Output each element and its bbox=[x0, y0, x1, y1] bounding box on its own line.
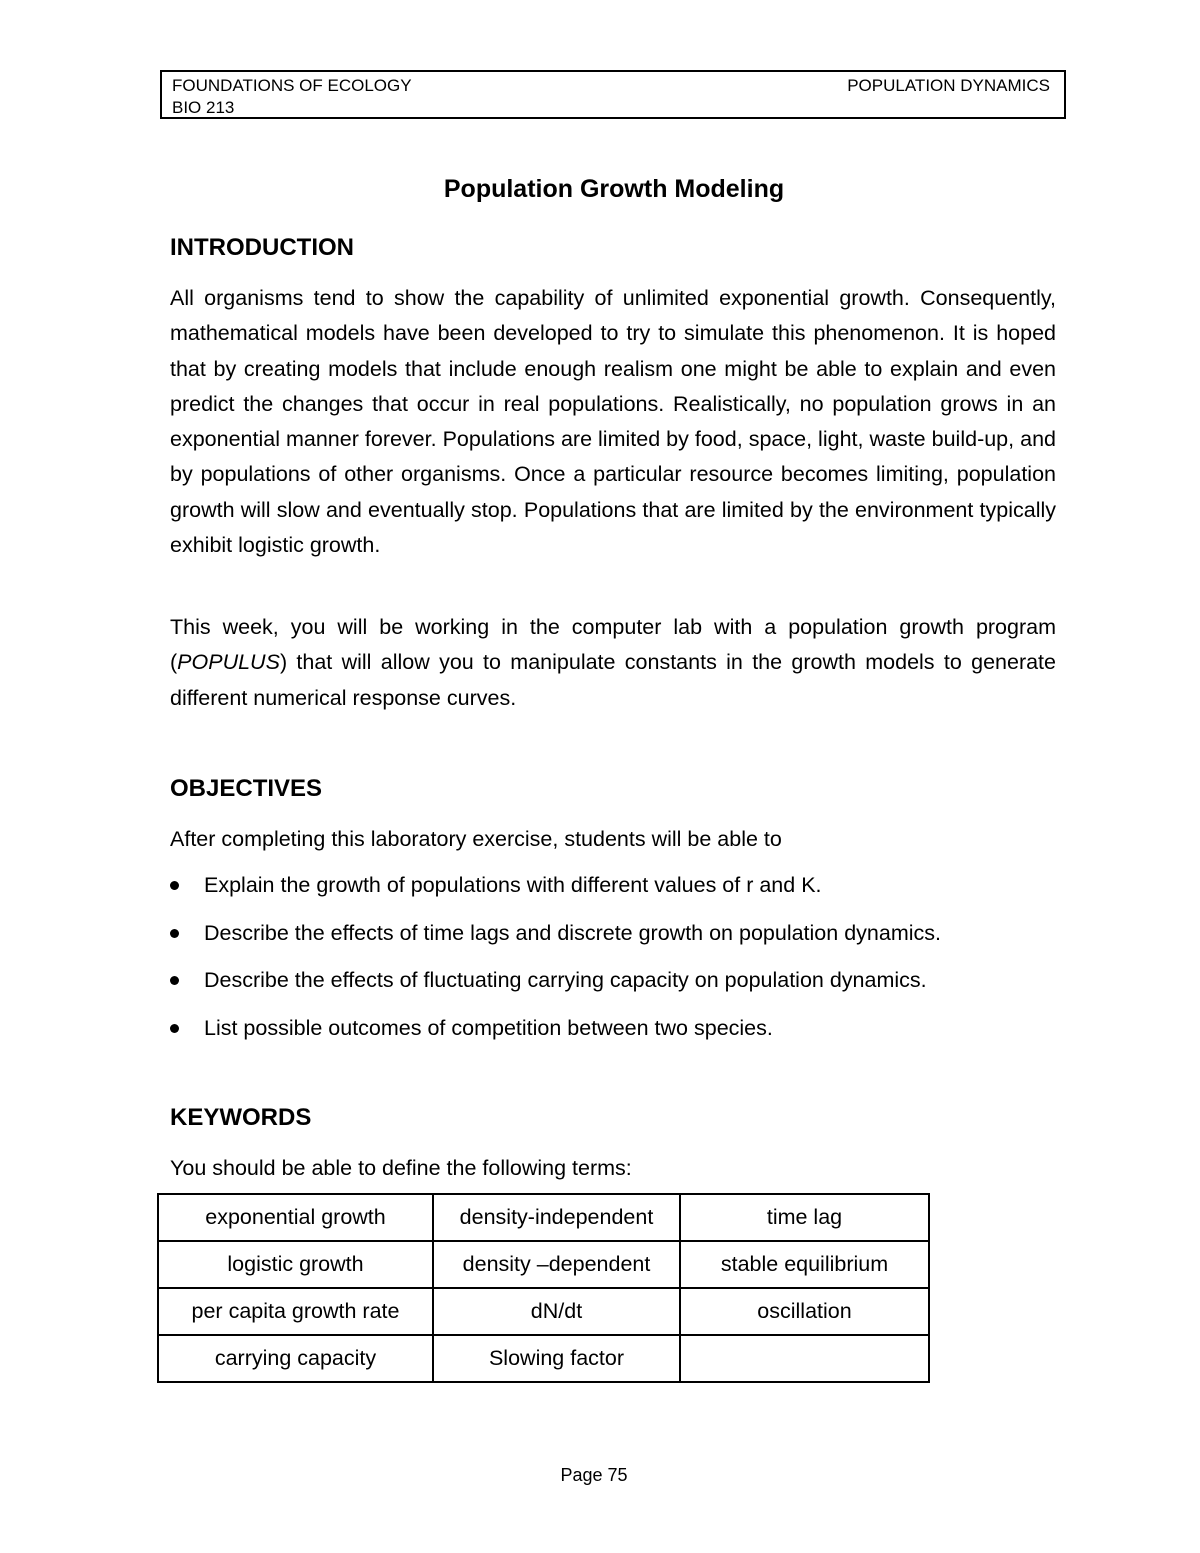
table-cell: Slowing factor bbox=[433, 1335, 680, 1382]
bullet-icon bbox=[170, 881, 179, 890]
table-cell: density –dependent bbox=[433, 1241, 680, 1288]
table-cell: logistic growth bbox=[158, 1241, 433, 1288]
course-title: FOUNDATIONS OF ECOLOGY bbox=[172, 76, 412, 95]
paragraph-2-text-start: This week, you will be working in the computer lab with a population growth program ( bbox=[170, 615, 1056, 675]
bullet-icon bbox=[170, 929, 179, 938]
unit-title: POPULATION DYNAMICS bbox=[847, 76, 1050, 95]
introduction-heading: INTRODUCTION bbox=[170, 234, 354, 261]
objective-text: List possible outcomes of competition between two species. bbox=[204, 1015, 773, 1040]
table-cell: carrying capacity bbox=[158, 1335, 433, 1382]
table-row bbox=[158, 1241, 929, 1288]
table-cell: stable equilibrium bbox=[680, 1241, 929, 1288]
table-cell: dN/dt bbox=[433, 1288, 680, 1335]
objectives-intro: After completing this laboratory exercise, students will be able to bbox=[170, 827, 782, 851]
bullet-icon bbox=[170, 1024, 179, 1033]
introduction-paragraph-1: All organisms tend to show the capability of unlimited exponential growth. Consequently, mathematical models have been developed to try to simulate this phenomenon. It is hoped that by creating models that include enough realism one might be able to explain and even predict the changes that occur in real populations. Realistically, no population grows in an exponential manner forever. Populations are limited by food, space, light, waste build-up, and by populations of other organisms. Once a particular resource becomes limiting, population growth will slow and eventually stop. Populations that are limited by the environment typically exhibit logistic growth. bbox=[170, 286, 1056, 558]
objective-text: Describe the effects of fluctuating carrying capacity on population dynamics. bbox=[204, 968, 927, 992]
table-row bbox=[158, 1335, 929, 1382]
table-cell: oscillation bbox=[680, 1288, 929, 1335]
table-cell bbox=[680, 1335, 929, 1382]
objective-text: Explain the growth of populations with different values of r and K. bbox=[204, 873, 822, 897]
program-name: POPULUS bbox=[177, 650, 280, 675]
keywords-intro: You should be able to define the following terms: bbox=[170, 1156, 632, 1180]
objectives-heading: OBJECTIVES bbox=[170, 775, 323, 802]
table-row bbox=[158, 1194, 929, 1241]
running-header bbox=[160, 70, 1066, 119]
keywords-table bbox=[157, 1193, 930, 1383]
page-number: Page 75 bbox=[560, 1465, 628, 1485]
table-row bbox=[158, 1288, 929, 1335]
paragraph-2-text-end: ) that will allow you to manipulate constants in the growth models to generate different numerical response curves. bbox=[170, 650, 1056, 710]
bullet-icon bbox=[170, 976, 179, 985]
objective-text: Describe the effects of time lags and discrete growth on population dynamics. bbox=[204, 920, 941, 945]
table-cell: time lag bbox=[680, 1194, 929, 1241]
introduction-paragraph-2 bbox=[170, 610, 1056, 716]
table-cell: density-independent bbox=[433, 1194, 680, 1241]
table-cell: exponential growth bbox=[158, 1194, 433, 1241]
keywords-heading: KEYWORDS bbox=[170, 1104, 312, 1131]
table-cell: per capita growth rate bbox=[158, 1288, 433, 1335]
page-title: Population Growth Modeling bbox=[443, 175, 785, 203]
course-code: BIO 213 bbox=[172, 98, 235, 117]
